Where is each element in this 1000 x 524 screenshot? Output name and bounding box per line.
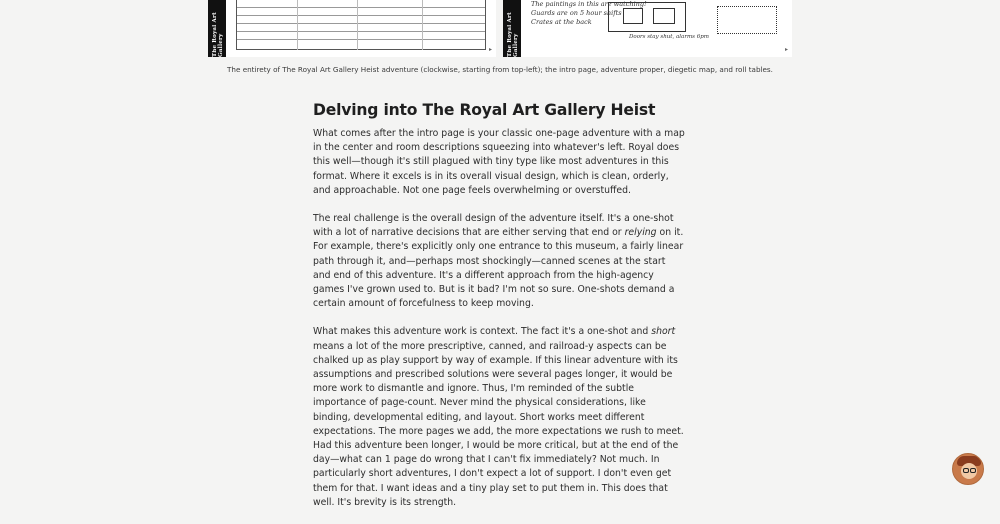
section-heading: Delving into The Royal Art Gallery Heist [313,101,656,119]
handwritten-note: Guards are on 5 hour shifts [531,9,622,17]
author-avatar-button[interactable] [952,453,984,485]
map-annotation: Doors stay shut, alarms 6pm [629,34,709,40]
paragraph [313,325,685,510]
intro-page-thumbnail [208,0,496,57]
paragraph [313,212,685,311]
glasses-icon [970,468,976,473]
map-room [623,8,643,24]
handwritten-note: Crates at the back [531,18,592,26]
paragraph-text: on it. For example, there's explicitly only one entrance to this museum, a fairly linear path through it, and—perhaps most shockingly—canned scenes at the start and end of this adventure. It's a different approach from the high-agency games I've grown used to. But is it bad? I'm not so sure. One-shots demand a certain amount of forcefulness to keep moving. [313,227,684,310]
page-marker-dot: ▸ [785,46,789,53]
map-page-thumbnail [503,0,792,57]
paragraph-text: The real challenge is the overall design of the adventure itself. It's a one-shot with a lot of narrative decisions that are either serving that end or [313,213,674,239]
page-marker-dot: ▸ [489,46,493,53]
paragraph-text: means a lot of the more prescriptive, canned, and railroad-y aspects can be chalked up as play support by way of example. If this linear adventure with its assumptions and prescribed solutions were several pages longer, it would be more work to dismantle and ignore. Thus, I'm reminded of the subtle importance of page-count. Never mind the physical considerations, like binding, developmental editing, and layout. Short works meet different expectations. The more pages we add, the more expectations we rush to meet. Had this adventure been longer, I would be more critical, but at the end of the day—what can 1 page do wrong that I can't fix immediately? Not much. In particularly short adventures, I don't expect a lot of support. I don't even get them for that. I want ideas and a tiny play set to put them in. This does that well. It's brevity is its strength. [313,340,684,508]
emphasis-text: relying [624,227,657,239]
glasses-icon [963,468,969,473]
handwritten-note: The paintings in this are watching! [531,0,647,8]
roll-table-sheet [236,0,486,50]
book-spine-right [503,0,521,57]
book-spine-left [208,0,226,57]
map-room [653,8,675,24]
spine-title: The Royal Art Gallery [507,12,519,57]
emphasis-text: short [651,326,676,338]
paragraph-text: What makes this adventure work is context. The fact it's a one-shot and [313,326,652,338]
spine-title: The Royal Art Gallery [212,12,224,57]
paragraph: What comes after the intro page is your classic one-page adventure with a map in the center and room descriptions squeezing into whatever's left. Royal does this well—though it's still plagued with tiny type like most adventures in this format. Where it excels is in its overall visual design, which is clean, orderly, and approachable. Not one page feels overwhelming or overstuffed. [313,128,685,196]
adventure-figure-image [208,0,792,57]
map-legend [717,6,777,34]
article-body [313,101,685,524]
figure-caption: The entirety of The Royal Art Gallery Heist adventure (clockwise, starting from top-left); the intro page, adventure proper, diegetic map, and roll tables. [227,65,773,74]
